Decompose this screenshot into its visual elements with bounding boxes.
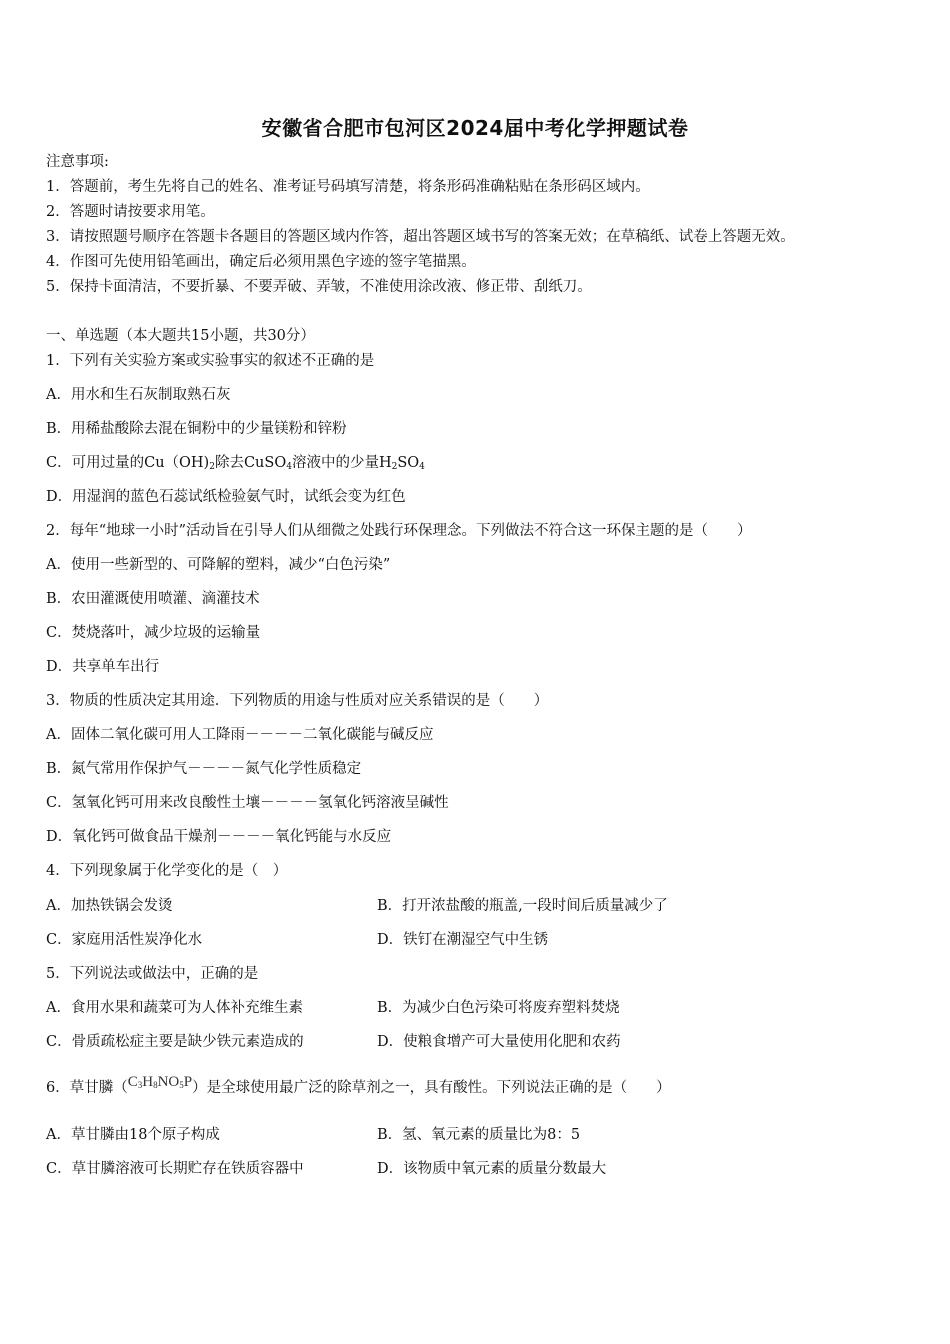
page-title: 安徽省合肥市包河区2024届中考化学押题试卷 <box>261 116 689 140</box>
option-b: B．农田灌溉使用喷灌、滴灌技术 <box>46 591 260 607</box>
option-c-text: 除去CuSO <box>214 455 287 471</box>
formula-part: NO <box>157 1074 180 1090</box>
notice-heading: 注意事项: <box>46 154 109 170</box>
question-stem: 4．下列现象属于化学变化的是（ ） <box>46 863 288 879</box>
question-stem: 2．每年“地球一小时”活动旨在引导人们从细微之处践行环保理念。下列做法不符合这一环保主题的是（ ） <box>46 523 752 539</box>
question-stem: 3．物质的性质决定其用途．下列物质的用途与性质对应关系错误的是（ ） <box>46 693 549 709</box>
subscript: 2 <box>391 462 398 472</box>
chemical-formula <box>128 1074 192 1090</box>
subscript: 5 <box>179 1080 184 1090</box>
option-c-text: 溶液中的少量H <box>291 455 392 471</box>
option-d: D．该物质中氧元素的质量分数最大 <box>377 1161 607 1177</box>
question-stem: 1．下列有关实验方案或实验事实的叙述不正确的是 <box>46 353 375 369</box>
option-c <box>46 453 425 473</box>
option-c-text: C．可用过量的Cu（OH) <box>46 455 210 471</box>
option-d: D．用湿润的蓝色石蕊试纸检验氨气时，试纸会变为红色 <box>46 489 406 505</box>
option-c: C．氢氧化钙可用来改良酸性土壤－－－－氢氧化钙溶液呈碱性 <box>46 795 449 811</box>
option-c: C．焚烧落叶，减少垃圾的运输量 <box>46 625 261 641</box>
notice-item: 2．答题时请按要求用笔。 <box>46 204 215 220</box>
option-a: A．用水和生石灰制取熟石灰 <box>46 387 231 403</box>
option-d: D．使粮食增产可大量使用化肥和农药 <box>377 1034 621 1050</box>
notice-item: 4．作图可先使用铅笔画出，确定后必须用黑色字迹的签字笔描黑。 <box>46 254 476 270</box>
subscript: 3 <box>137 1080 143 1090</box>
option-a: A．食用水果和蔬菜可为人体补充维生素 <box>46 1000 303 1016</box>
option-b: B．氮气常用作保护气－－－－氮气化学性质稳定 <box>46 761 362 777</box>
question-stem <box>46 1074 671 1098</box>
option-b: B．氢、氧元素的质量比为8：5 <box>377 1127 581 1143</box>
subscript: 4 <box>419 462 425 472</box>
option-b: B．打开浓盐酸的瓶盖,一段时间后质量减少了 <box>377 898 668 914</box>
section-heading: 一、单选题（本大题共15小题，共30分） <box>46 328 315 344</box>
option-b: B．为减少白色污染可将废弃塑料焚烧 <box>377 1000 620 1016</box>
option-d: D．铁钉在潮湿空气中生锈 <box>377 932 549 948</box>
option-a: A．草甘膦由18个原子构成 <box>46 1127 220 1143</box>
option-b: B．用稀盐酸除去混在铜粉中的少量镁粉和锌粉 <box>46 421 347 437</box>
subscript: 4 <box>286 462 292 472</box>
option-d: D．氧化钙可做食品干燥剂－－－－氧化钙能与水反应 <box>46 829 392 845</box>
question-stem-text: ）是全球使用最广泛的除草剂之一，具有酸性。下列说法正确的是（ ） <box>192 1080 671 1096</box>
formula-part: H <box>142 1074 154 1090</box>
formula-part: C <box>127 1074 138 1090</box>
option-d: D．共享单车出行 <box>46 659 160 675</box>
option-c: C．草甘膦溶液可长期贮存在铁质容器中 <box>46 1161 304 1177</box>
notice-item: 5．保持卡面清洁，不要折暴、不要弄破、弄皱，不准使用涂改液、修正带、刮纸刀。 <box>46 279 592 295</box>
option-c: C．家庭用活性炭净化水 <box>46 932 203 948</box>
option-a: A．加热铁锅会发烫 <box>46 898 173 914</box>
question-stem-text: 6．草甘膦（ <box>46 1080 128 1096</box>
option-a: A．使用一些新型的、可降解的塑料，减少“白色污染” <box>46 557 391 573</box>
option-c: C．骨质疏松症主要是缺少铁元素造成的 <box>46 1034 304 1050</box>
option-a: A．固体二氧化碳可用人工降雨－－－－二氧化碳能与碱反应 <box>46 727 434 743</box>
subscript: 8 <box>153 1080 158 1090</box>
subscript: 2 <box>209 462 215 472</box>
notice-item: 1．答题前，考生先将自己的姓名、准考证号码填写清楚，将条形码准确粘贴在条形码区域内。 <box>46 179 650 195</box>
formula-part: P <box>183 1074 193 1090</box>
option-c-text: SO <box>397 455 420 471</box>
notice-item: 3．请按照题号顺序在答题卡各题目的答题区域内作答，超出答题区域书写的答案无效；在草稿纸、试卷上答题无效。 <box>46 229 795 245</box>
question-stem: 5．下列说法或做法中，正确的是 <box>46 966 259 982</box>
